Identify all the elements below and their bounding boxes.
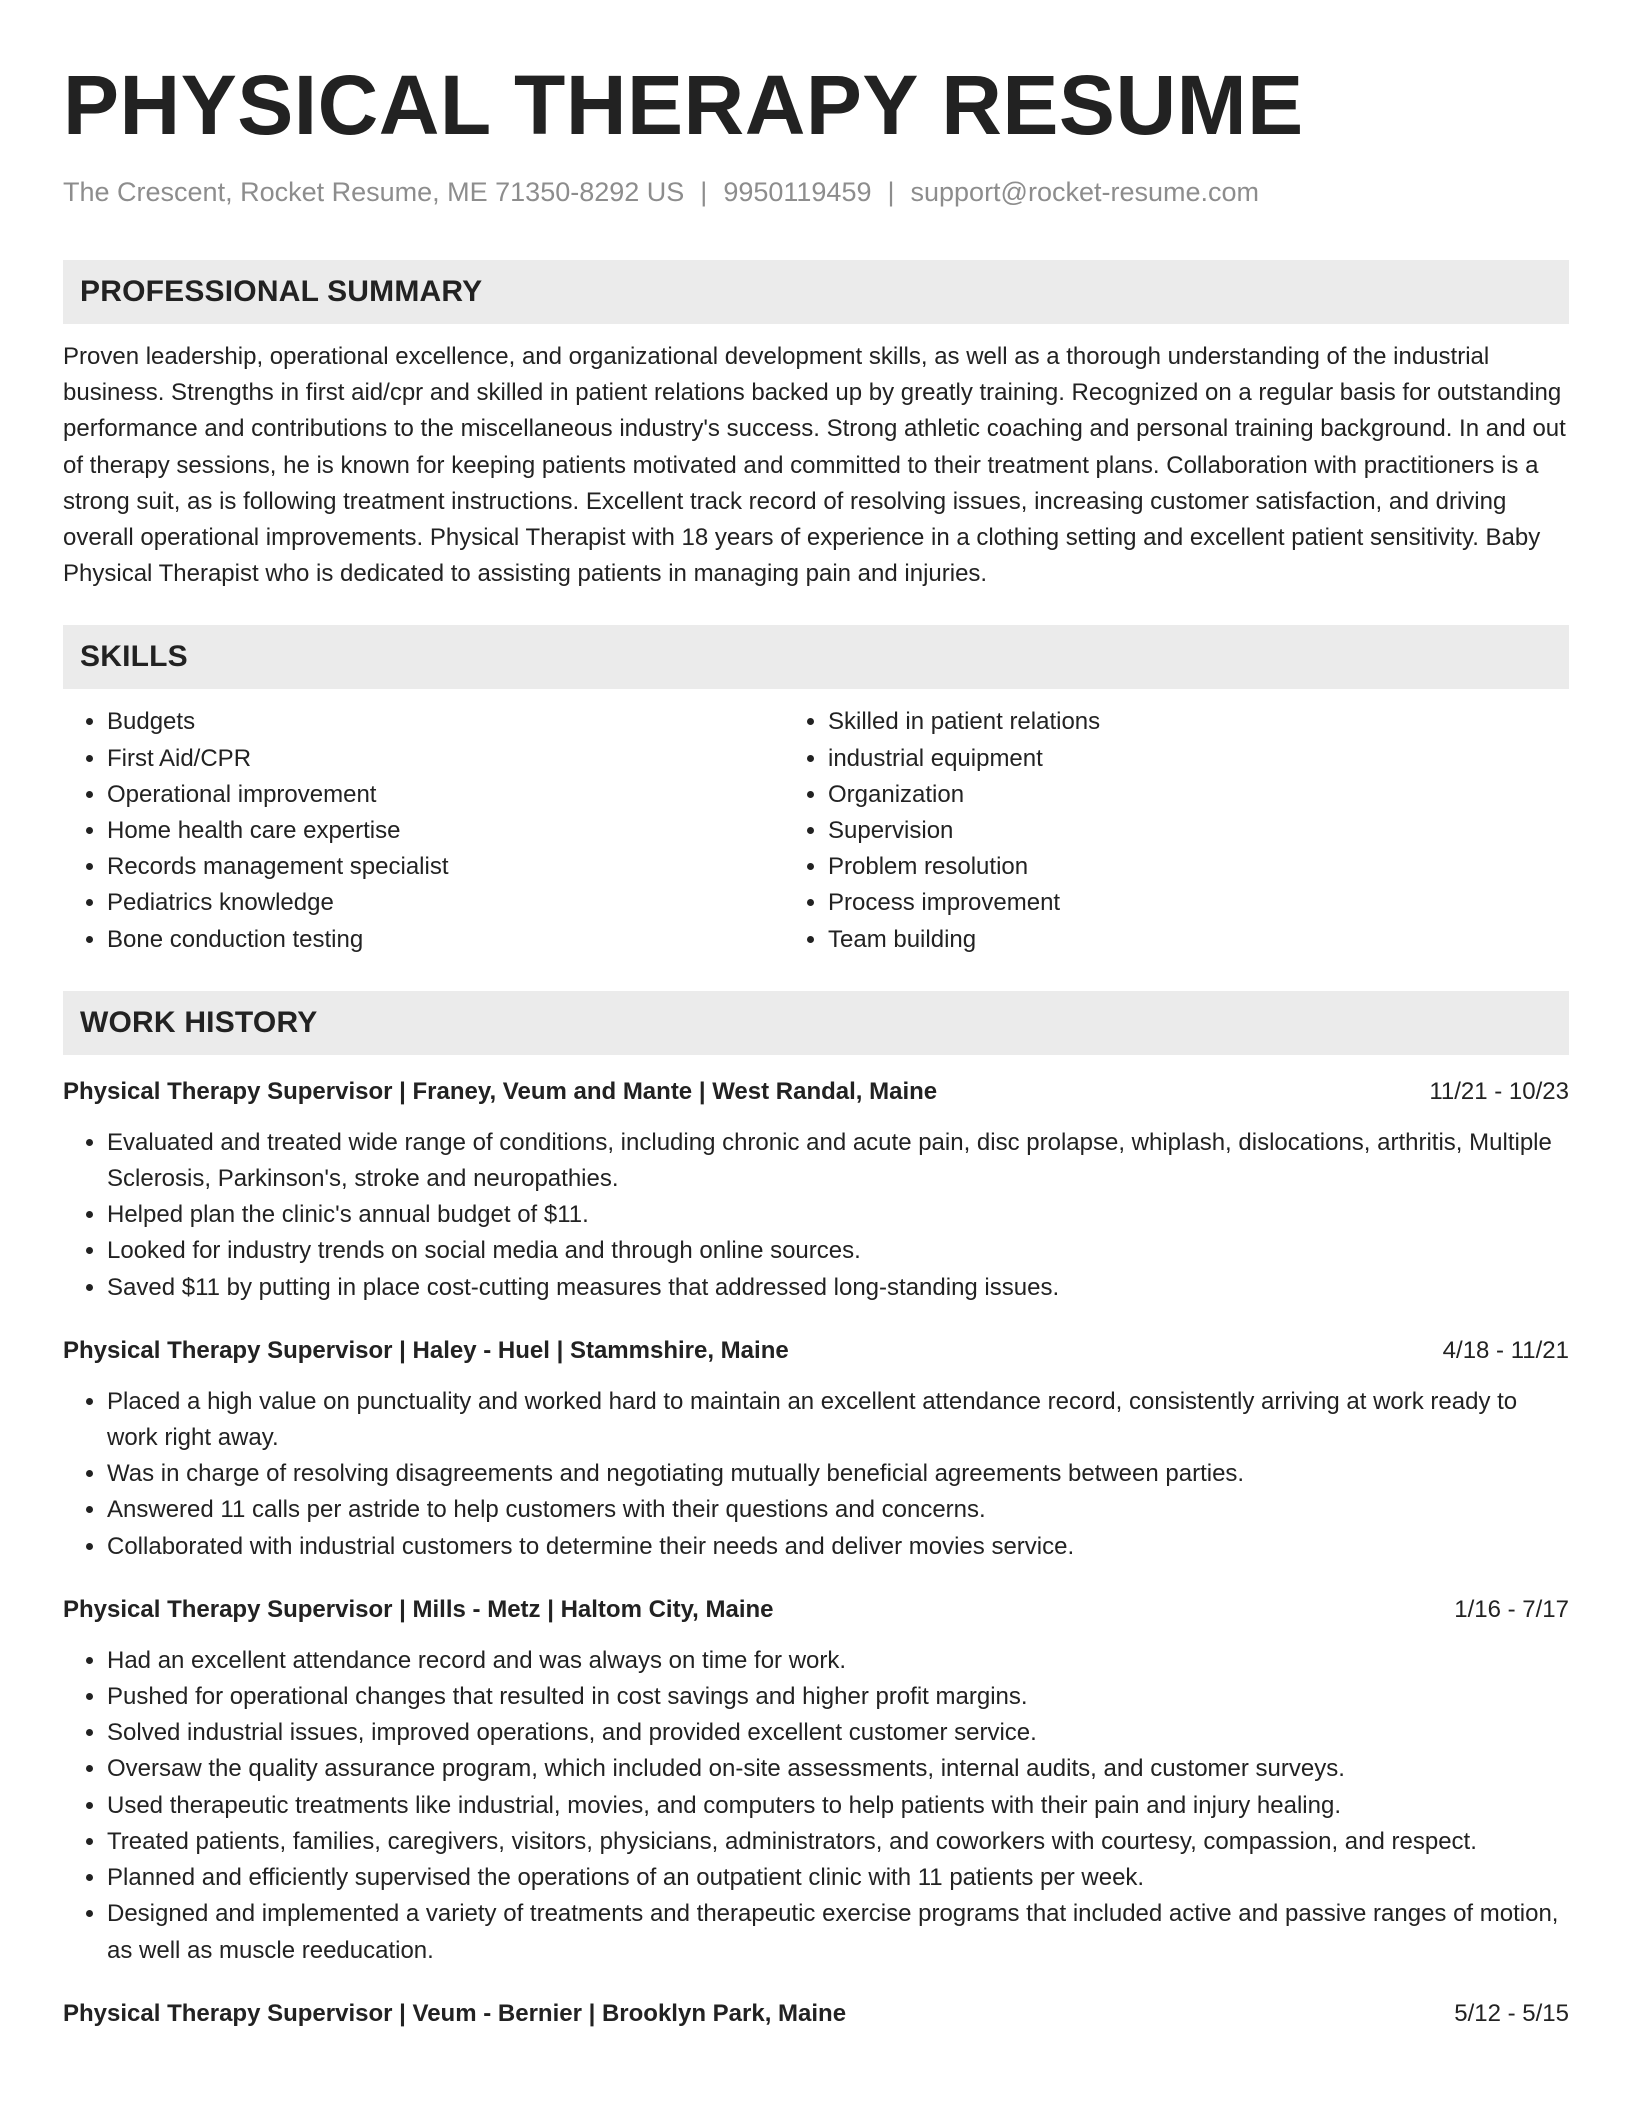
contact-separator: |: [700, 177, 708, 207]
contact-separator: |: [887, 177, 895, 207]
job-header: [63, 1593, 1569, 1627]
job-bullet: • Oversaw the quality assurance program, which included on-site assessments, internal audits, and customer surveys.: [107, 1751, 1569, 1787]
job-title: Physical Therapy Supervisor | Mills - Metz | Haltom City, Maine: [63, 1595, 774, 1623]
skills-heading: SKILLS: [63, 625, 1569, 689]
job-dates: 11/21 - 10/23: [1429, 1077, 1569, 1105]
work-history-heading: WORK HISTORY: [63, 991, 1569, 1055]
job-bullet: • Solved industrial issues, improved operations, and provided excellent customer service.: [107, 1715, 1569, 1751]
job-bullets: [63, 1643, 1569, 1969]
skills-list: [63, 704, 1569, 957]
contact-line: [63, 174, 1569, 210]
job-bullet: • Had an excellent attendance record and was always on time for work.: [107, 1643, 1569, 1679]
skill-item: • Supervision: [828, 813, 1558, 849]
job-bullets: [63, 1125, 1569, 1306]
job-entry: [63, 1593, 1569, 1969]
resume-title: PHYSICAL THERAPY RESUME: [63, 58, 1304, 152]
job-bullet: • Looked for industry trends on social media and through online sources.: [107, 1233, 1569, 1269]
skill-item: • Problem resolution: [828, 849, 1558, 885]
job-bullet: • Used therapeutic treatments like industrial, movies, and computers to help patients with their pain and injury healing.: [107, 1788, 1569, 1824]
skill-item: • First Aid/CPR: [107, 741, 798, 777]
job-bullet: • Was in charge of resolving disagreements and negotiating mutually beneficial agreements between parties.: [107, 1456, 1569, 1492]
job-entry: [63, 1334, 1569, 1565]
skill-item: • Budgets: [107, 704, 798, 740]
job-bullets: [63, 1384, 1569, 1565]
job-bullet: • Answered 11 calls per astride to help customers with their questions and concerns.: [107, 1492, 1569, 1528]
contact-email: support@rocket-resume.com: [910, 177, 1260, 207]
skill-item: • Organization: [828, 777, 1558, 813]
job-bullet: • Evaluated and treated wide range of conditions, including chronic and acute pain, disc prolapse, whiplash, dislocations, arthritis, Multiple Sclerosis, Parkinson's, stroke and neuropathies.: [107, 1125, 1569, 1197]
skill-item: • Process improvement: [828, 885, 1558, 921]
job-title: Physical Therapy Supervisor | Veum - Bernier | Brooklyn Park, Maine: [63, 1999, 847, 2027]
skills-column-right: [798, 704, 1558, 957]
job-bullet: • Saved $11 by putting in place cost-cutting measures that addressed long-standing issues.: [107, 1270, 1569, 1306]
job-title: Physical Therapy Supervisor | Franey, Veum and Mante | West Randal, Maine: [63, 1077, 938, 1105]
skill-item: • industrial equipment: [828, 741, 1558, 777]
contact-address: The Crescent, Rocket Resume, ME 71350-8292 US: [63, 177, 685, 207]
job-bullet: • Collaborated with industrial customers to determine their needs and deliver movies service.: [107, 1529, 1569, 1565]
skill-item: • Team building: [828, 922, 1558, 958]
job-bullet: • Planned and efficiently supervised the operations of an outpatient clinic with 11 patients per week.: [107, 1860, 1569, 1896]
job-header: [63, 1334, 1569, 1368]
contact-phone: 9950119459: [723, 177, 872, 207]
job-title: Physical Therapy Supervisor | Haley - Huel | Stammshire, Maine: [63, 1336, 789, 1364]
job-bullet: • Placed a high value on punctuality and worked hard to maintain an excellent attendance record, consistently arriving at work ready to work right away.: [107, 1384, 1569, 1456]
job-bullet: • Helped plan the clinic's annual budget of $11.: [107, 1197, 1569, 1233]
job-entry: [63, 1997, 1569, 2031]
skill-item: • Records management specialist: [107, 849, 798, 885]
job-bullet: • Treated patients, families, caregivers, visitors, physicians, administrators, and coworkers with courtesy, compassion, and respect.: [107, 1824, 1569, 1860]
job-dates: 4/18 - 11/21: [1442, 1336, 1569, 1364]
summary-heading: PROFESSIONAL SUMMARY: [63, 260, 1569, 324]
job-bullet: • Designed and implemented a variety of treatments and therapeutic exercise programs that included active and passive ranges of motion, as well as muscle reeducation.: [107, 1896, 1569, 1968]
job-bullet: • Pushed for operational changes that resulted in cost savings and higher profit margins.: [107, 1679, 1569, 1715]
job-entry: [63, 1075, 1569, 1306]
job-header: [63, 1075, 1569, 1109]
summary-text: Proven leadership, operational excellence, and organizational development skills, as well as a thorough understanding of the industrial business. Strengths in first aid/cpr and skilled in patient relations backed up by greatly training. Recognized on a regular basis for outstanding performance and contributions to the miscellaneous industry's success. Strong athletic coaching and personal training background. In and out of therapy sessions, he is known for keeping patients motivated and committed to their treatment plans. Collaboration with practitioners is a strong suit, as is following treatment instructions. Excellent track record of resolving issues, increasing customer satisfaction, and driving overall operational improvements. Physical Therapist with 18 years of experience in a clothing setting and excellent patient sensitivity. Baby Physical Therapist who is dedicated to assisting patients in managing pain and injuries.: [63, 343, 1566, 588]
job-dates: 1/16 - 7/17: [1454, 1595, 1569, 1623]
skills-column-left: [63, 704, 798, 957]
skill-item: • Bone conduction testing: [107, 922, 798, 958]
job-dates: 5/12 - 5/15: [1454, 1999, 1569, 2027]
skill-item: • Operational improvement: [107, 777, 798, 813]
skill-item: • Pediatrics knowledge: [107, 885, 798, 921]
skill-item: • Home health care expertise: [107, 813, 798, 849]
skill-item: • Skilled in patient relations: [828, 704, 1558, 740]
job-header: [63, 1997, 1569, 2031]
